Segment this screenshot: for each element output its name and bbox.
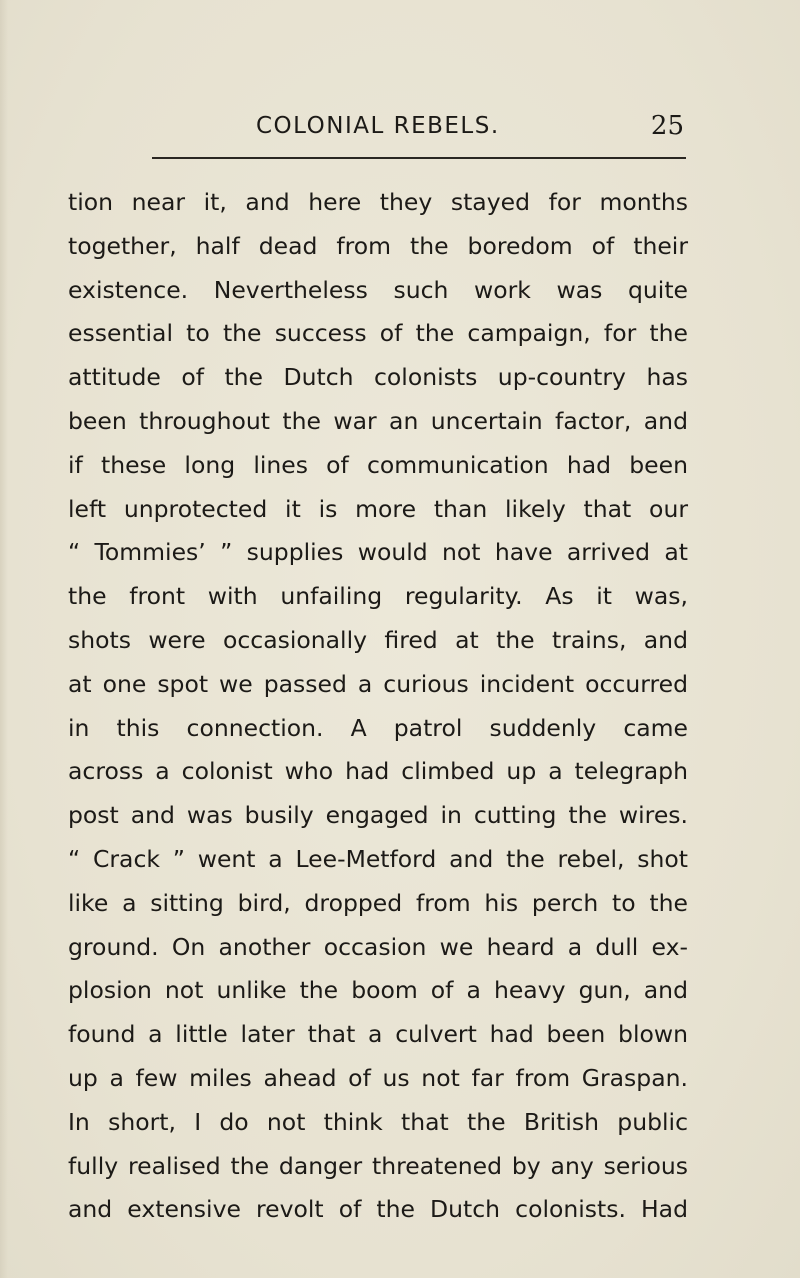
text-line: left unprotected it is more than likely that our [68, 494, 688, 523]
text-line: across a colonist who had climbed up a telegraph [68, 757, 688, 786]
text-line: ground. On another occasion we heard a dull ex- [68, 932, 688, 961]
running-head [256, 108, 686, 144]
text-line: plosion not unlike the boom of a heavy gun, and [68, 976, 688, 1005]
text-line: at one spot we passed a curious incident occurred [68, 669, 688, 698]
text-line: found a little later that a culvert had been blown [68, 1020, 688, 1049]
page-number: 25 [650, 111, 684, 141]
text-line: In short, I do not think that the British public [68, 1107, 688, 1136]
text-line: up a few miles ahead of us not far from Graspan. [68, 1063, 688, 1092]
text-line: in this connection. A patrol suddenly came [68, 713, 688, 742]
text-line: “ Tommies’ ” supplies would not have arrived at [68, 538, 688, 567]
text-line: the front with unfailing regularity. As it was, [68, 582, 688, 611]
text-line: fully realised the danger threatened by any serious [68, 1151, 688, 1180]
text-line: shots were occasionally fired at the trains, and [68, 625, 688, 654]
text-line: and extensive revolt of the Dutch colonists. Had [68, 1195, 688, 1224]
text-line: if these long lines of communication had been [68, 450, 688, 479]
body-text [68, 181, 688, 1232]
text-line: been throughout the war an uncertain factor, and [68, 406, 688, 435]
text-line: like a sitting bird, dropped from his perch to the [68, 888, 688, 917]
page-gutter-shadow [0, 0, 8, 1278]
text-line: post and was busily engaged in cutting the wires. [68, 801, 688, 830]
text-line: essential to the success of the campaign, for the [68, 319, 688, 348]
text-line: together, half dead from the boredom of their [68, 231, 688, 260]
text-line: existence. Nevertheless such work was quite [68, 275, 688, 304]
running-title: COLONIAL REBELS. [256, 113, 500, 139]
text-line: “ Crack ” went a Lee-Metford and the rebel, shot [68, 844, 688, 873]
header-rule [152, 157, 686, 159]
text-line: attitude of the Dutch colonists up-country has [68, 363, 688, 392]
text-line: tion near it, and here they stayed for months [68, 188, 688, 216]
